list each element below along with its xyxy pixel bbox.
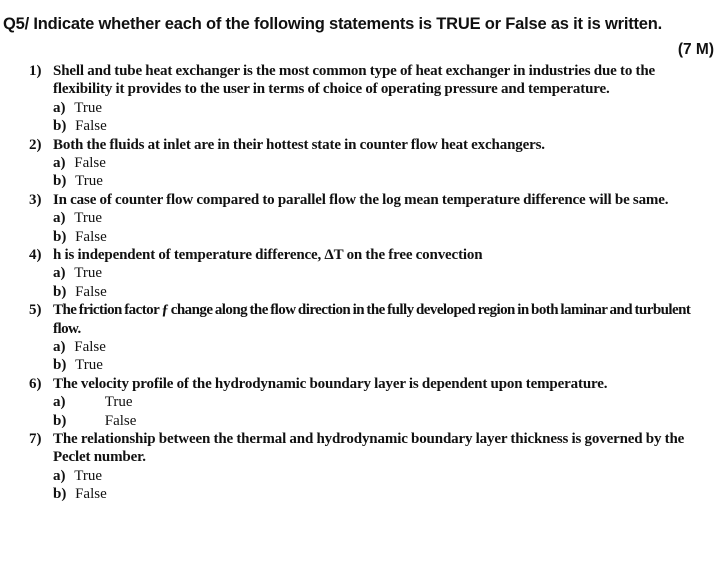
- question-text: Both the fluids at inlet are in their hottest state in counter flow heat exchangers.: [53, 136, 545, 153]
- question-number: 7): [29, 430, 42, 447]
- option-letter: a): [53, 338, 66, 355]
- option-letter: a): [53, 155, 66, 171]
- option-b: [53, 228, 720, 246]
- option-b: [53, 117, 720, 135]
- option-value: True: [74, 265, 103, 282]
- option-value: True: [75, 173, 103, 190]
- option-letter: b): [53, 118, 67, 135]
- question-7: [0, 430, 720, 504]
- question-number: 3): [29, 191, 42, 208]
- option-value: False: [75, 283, 107, 300]
- option-value: True: [74, 467, 103, 484]
- option-letter: a): [53, 265, 66, 282]
- option-letter: b): [53, 412, 67, 429]
- option-value: False: [104, 412, 137, 429]
- question-1: [0, 62, 720, 136]
- option-value: False: [74, 338, 106, 355]
- option-letter: a): [53, 394, 66, 411]
- option-letter: b): [53, 228, 67, 245]
- option-letter: a): [53, 467, 66, 484]
- option-a: [53, 209, 720, 227]
- question-2: [0, 136, 720, 191]
- option-b: [53, 283, 720, 301]
- option-value: False: [75, 118, 107, 135]
- option-value: True: [104, 394, 133, 411]
- option-b: [53, 485, 720, 503]
- option-b: [53, 172, 720, 190]
- question-number: 4): [29, 246, 42, 263]
- question-list: [0, 62, 720, 504]
- question-text: h is independent of temperature difference, ΔT on the free convection: [53, 246, 483, 263]
- option-a: [53, 393, 720, 411]
- question-text: The velocity profile of the hydrodynamic boundary layer is dependent upon temperature.: [53, 375, 608, 392]
- question-number: 5): [29, 302, 42, 319]
- option-b: [53, 412, 720, 430]
- marks-label: (7 M): [677, 41, 714, 58]
- option-value: False: [75, 486, 107, 503]
- option-value: True: [74, 99, 103, 116]
- option-a: [53, 99, 720, 117]
- question-5: [0, 301, 720, 375]
- option-value: False: [75, 228, 107, 245]
- question-6: [0, 375, 720, 430]
- question-text: Shell and tube heat exchanger is the most common type of heat exchanger in industries due to the flexibility it provides to the user in terms of choice of operating pressure and temperature.: [53, 63, 656, 98]
- option-a: [53, 338, 720, 356]
- question-3: [0, 191, 720, 246]
- option-letter: b): [53, 283, 67, 300]
- option-letter: a): [53, 210, 66, 227]
- option-letter: b): [53, 486, 67, 503]
- option-value: False: [74, 155, 106, 171]
- question-text: The friction factor ƒ change along the flow direction in the fully developed region in both laminar and turbulent flow.: [53, 302, 691, 337]
- question-text: The relationship between the thermal and hydrodynamic boundary layer thickness is governed by the Peclet number.: [53, 430, 685, 466]
- question-heading: Q5/ Indicate whether each of the following statements is TRUE or False as it is written.: [3, 15, 663, 33]
- option-a: [53, 264, 720, 282]
- question-number: 6): [29, 375, 42, 392]
- option-letter: a): [53, 99, 66, 116]
- option-value: True: [75, 357, 103, 374]
- question-4: [0, 246, 720, 301]
- option-a: [53, 467, 720, 485]
- question-number: 2): [29, 136, 42, 153]
- question-text: In case of counter flow compared to parallel flow the log mean temperature difference will be same.: [53, 191, 669, 208]
- option-value: True: [74, 210, 103, 227]
- question-number: 1): [29, 63, 42, 79]
- option-letter: b): [53, 173, 67, 190]
- option-a: [53, 154, 720, 172]
- option-b: [53, 356, 720, 374]
- option-letter: b): [53, 357, 67, 374]
